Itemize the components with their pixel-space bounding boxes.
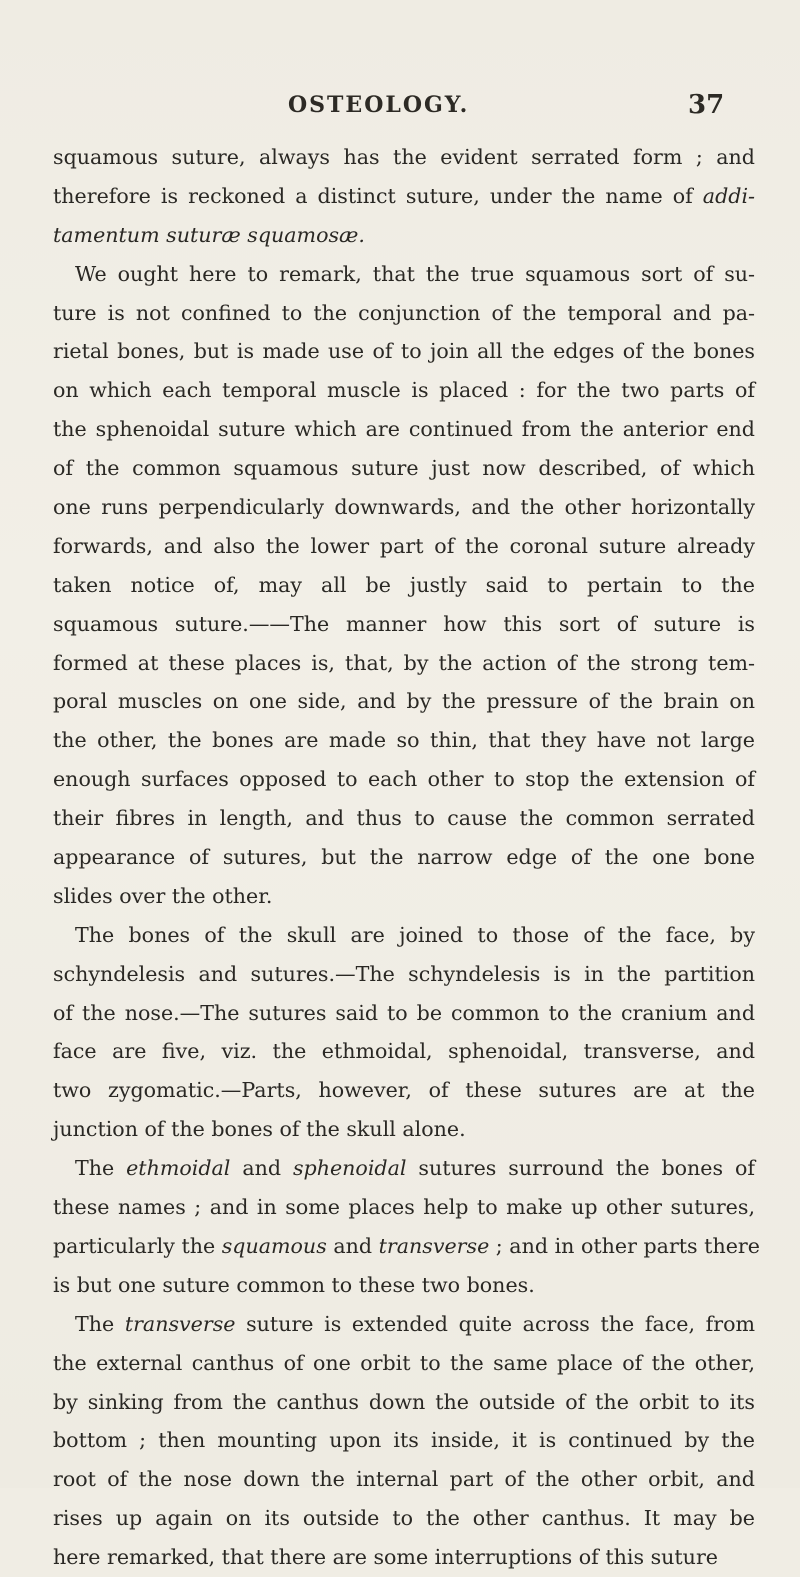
text-line <box>53 216 755 255</box>
text-line <box>53 644 755 683</box>
text-line <box>53 255 755 294</box>
text-segment: We ought here to remark, that the true squamous sort of su- <box>75 261 755 286</box>
text-segment: by sinking from the canthus down the outside of the orbit to its <box>53 1389 755 1414</box>
text-line <box>53 1071 755 1110</box>
text-segment: squamous <box>221 1233 327 1258</box>
text-line <box>53 682 755 721</box>
text-segment: The <box>75 1311 125 1336</box>
text-segment: appearance of sutures, but the narrow edge of the one bone <box>53 845 755 870</box>
text-segment: junction of the bones of the skull alone. <box>53 1117 466 1142</box>
text-segment: of the common squamous suture just now described, of which <box>53 456 755 481</box>
text-segment: their fibres in length, and thus to cause the common serrated <box>53 806 755 831</box>
text-line <box>53 838 755 877</box>
text-segment: poral muscles on one side, and by the pressure of the brain on <box>53 689 755 714</box>
text-line <box>53 721 755 760</box>
running-title: OSTEOLOGY. <box>288 92 470 118</box>
text-line <box>53 1305 755 1344</box>
text-segment: addi- <box>702 183 755 208</box>
text-line <box>53 449 755 488</box>
text-line <box>53 1538 755 1577</box>
text-segment: formed at these places is, that, by the action of the strong tem- <box>53 650 755 675</box>
text-line <box>53 799 755 838</box>
text-segment: here remarked, that there are some interruptions of this suture <box>53 1545 718 1570</box>
text-line <box>53 1188 755 1227</box>
text-segment: The bones of the skull are joined to those of the face, by <box>75 922 755 947</box>
text-segment: sutures surround the bones of <box>406 1156 755 1181</box>
text-line <box>53 1499 755 1538</box>
text-segment: and <box>326 1233 379 1258</box>
text-line <box>53 371 755 410</box>
text-segment: forwards, and also the lower part of the coronal suture already <box>53 533 755 558</box>
text-segment: face are five, viz. the ethmoidal, sphenoidal, transverse, and <box>53 1039 755 1064</box>
text-line <box>53 488 755 527</box>
text-segment: The <box>75 1156 127 1181</box>
text-line <box>53 877 755 916</box>
text-segment: slides over the other. <box>53 883 273 908</box>
text-line <box>53 605 755 644</box>
text-segment: transverse <box>378 1233 490 1258</box>
text-line <box>53 955 755 994</box>
text-segment: taken notice of, may all be justly said to pertain to the <box>53 572 755 597</box>
text-segment: one runs perpendicularly downwards, and the other horizontally <box>53 495 755 520</box>
body-text <box>53 138 760 1577</box>
text-segment: enough surfaces opposed to each other to stop the extension of <box>53 767 755 792</box>
text-segment: the sphenoidal suture which are continued from the anterior end <box>53 417 755 442</box>
text-line <box>53 1149 755 1188</box>
text-line <box>53 177 755 216</box>
text-segment: squamous suture.——The manner how this sort of suture is <box>53 611 755 636</box>
text-line <box>53 1266 755 1305</box>
text-line <box>53 916 755 955</box>
text-line <box>53 138 755 177</box>
text-segment: is but one suture common to these two bones. <box>53 1272 535 1297</box>
text-segment: particularly the <box>53 1233 222 1258</box>
text-segment: rietal bones, but is made use of to join all the edges of the bones <box>53 339 755 364</box>
text-segment: ethmoidal <box>126 1156 231 1181</box>
text-line <box>53 332 755 371</box>
text-line <box>53 1421 755 1460</box>
text-line <box>53 410 755 449</box>
text-segment: and <box>230 1156 293 1181</box>
text-line <box>53 1344 755 1383</box>
text-line <box>53 527 755 566</box>
text-segment: ; and in other parts there <box>489 1233 760 1258</box>
text-line <box>53 994 755 1033</box>
text-segment: the external canthus of one orbit to the same place of the other, <box>53 1350 755 1375</box>
text-line <box>53 1460 755 1499</box>
text-segment: squamous suture, always has the evident serrated form ; and <box>53 145 755 169</box>
text-segment: of the nose.—The sutures said to be common to the cranium and <box>53 1000 755 1025</box>
text-segment: ture is not confined to the conjunction of the temporal and pa- <box>53 300 755 325</box>
text-line <box>53 1032 755 1071</box>
text-segment: sphenoidal <box>292 1156 407 1181</box>
text-line <box>53 760 755 799</box>
text-segment: root of the nose down the internal part of the other orbit, and <box>53 1467 755 1492</box>
text-line <box>53 566 755 605</box>
text-segment: bottom ; then mounting upon its inside, it is continued by the <box>53 1428 755 1453</box>
text-line <box>53 1227 760 1266</box>
text-segment: these names ; and in some places help to make up other sutures, <box>53 1195 755 1220</box>
text-line <box>53 294 755 333</box>
page-header <box>0 92 800 132</box>
page-number: 37 <box>688 90 725 120</box>
text-segment: on which each temporal muscle is placed : for the two parts of <box>53 378 755 403</box>
text-segment: therefore is reckoned a distinct suture, under the name of <box>53 183 703 208</box>
text-segment: suture is extended quite across the face, from <box>235 1311 756 1336</box>
text-segment: tamentum suturæ squamosæ. <box>53 222 365 247</box>
text-segment: rises up again on its outside to the other canthus. It may be <box>53 1506 755 1531</box>
text-line <box>53 1110 755 1149</box>
text-line <box>53 1383 755 1422</box>
text-segment: schyndelesis and sutures.—The schyndelesis is in the partition <box>53 961 755 986</box>
text-segment: transverse <box>124 1311 236 1336</box>
text-segment: the other, the bones are made so thin, that they have not large <box>53 728 755 753</box>
text-segment: two zygomatic.—Parts, however, of these sutures are at the <box>53 1078 755 1103</box>
